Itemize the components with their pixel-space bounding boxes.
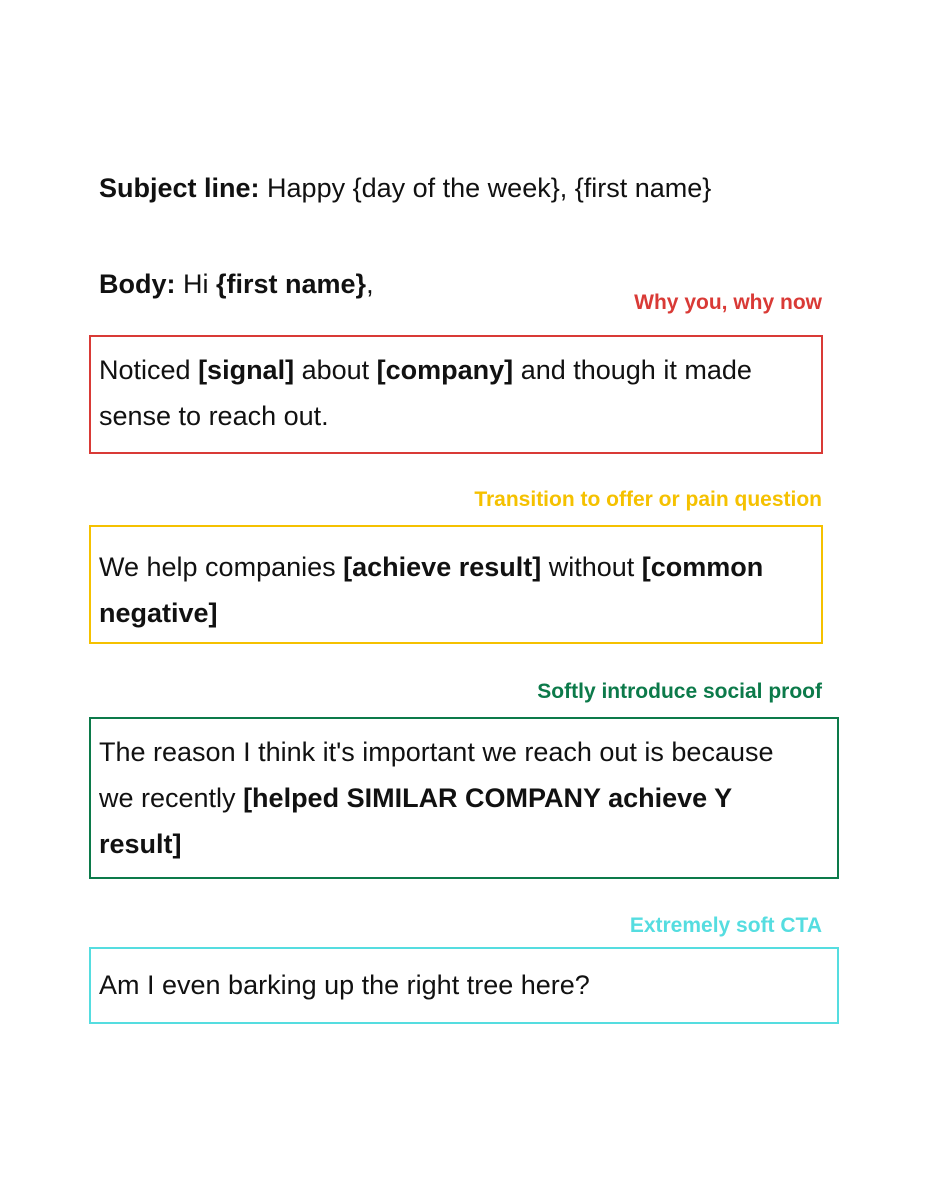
why-placeholder-signal: [signal] bbox=[198, 355, 295, 385]
transition-line-1 bbox=[99, 544, 813, 590]
annotation-why-you-why-now: Why you, why now bbox=[634, 291, 822, 314]
proof-text-2: we recently bbox=[99, 783, 244, 813]
cta-line-1: Am I even barking up the right tree here? bbox=[99, 970, 590, 1000]
why-text-3: and though it made bbox=[513, 355, 752, 385]
why-text-2: about bbox=[294, 355, 377, 385]
section-box-social-proof bbox=[89, 717, 839, 879]
transition-text-1: We help companies bbox=[99, 552, 344, 582]
why-line-2: sense to reach out. bbox=[99, 401, 329, 431]
transition-placeholder-negative-1: [common bbox=[641, 552, 764, 582]
subject-label: Subject line: bbox=[99, 173, 260, 203]
why-placeholder-company: [company] bbox=[376, 355, 514, 385]
section-box-why bbox=[89, 335, 823, 454]
subject-line bbox=[99, 172, 711, 204]
greeting-suffix: , bbox=[366, 269, 374, 299]
greeting-prefix: Hi bbox=[175, 269, 216, 299]
section-box-transition bbox=[89, 525, 823, 644]
transition-placeholder-result: [achieve result] bbox=[343, 552, 542, 582]
transition-placeholder-negative-2: negative] bbox=[99, 598, 218, 628]
greeting-name: {first name} bbox=[216, 269, 367, 299]
proof-line-2 bbox=[99, 775, 829, 821]
subject-text: Happy {day of the week}, {first name} bbox=[259, 173, 712, 203]
proof-line-3 bbox=[99, 821, 829, 867]
body-greeting bbox=[99, 268, 374, 300]
proof-placeholder-1: [helped SIMILAR COMPANY achieve Y bbox=[243, 783, 733, 813]
transition-text-2: without bbox=[541, 552, 642, 582]
section-box-cta bbox=[89, 947, 839, 1024]
body-label: Body: bbox=[99, 269, 176, 299]
why-line-1 bbox=[99, 347, 813, 393]
transition-line-2 bbox=[99, 590, 813, 636]
annotation-transition: Transition to offer or pain question bbox=[474, 488, 822, 511]
proof-line-1: The reason I think it's important we reach out is because bbox=[99, 737, 774, 767]
why-text-1: Noticed bbox=[99, 355, 199, 385]
proof-placeholder-2: result] bbox=[99, 829, 182, 859]
annotation-social-proof: Softly introduce social proof bbox=[537, 680, 822, 703]
annotation-soft-cta: Extremely soft CTA bbox=[629, 914, 822, 937]
